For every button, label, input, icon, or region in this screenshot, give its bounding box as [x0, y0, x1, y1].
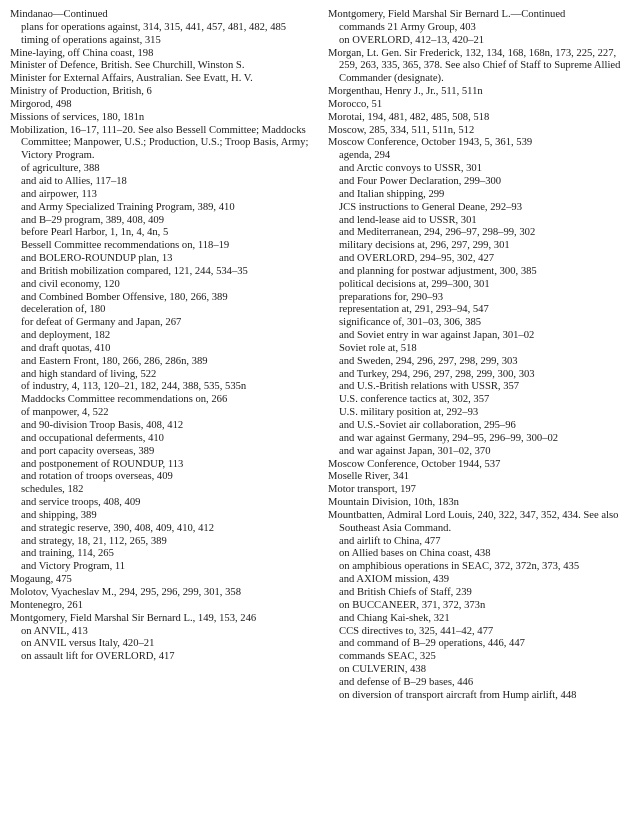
index-subentry: and service troops, 408, 409 [21, 497, 141, 509]
index-heading: Montgomery, Field Marshal Sir Bernard L.—Continued [328, 9, 566, 20]
index-subentry: and strategy, 18, 21, 112, 265, 389 [21, 535, 167, 547]
index-subentry: for defeat of Germany and Japan, 267 [21, 317, 182, 329]
index-subentry: and port capacity overseas, 389 [21, 445, 155, 457]
index-subentry: and OVERLORD, 294–95, 302, 427 [339, 253, 495, 265]
index-subentry: and Soviet entry in war against Japan, 301–02 [339, 330, 535, 342]
index-subentry: of industry, 4, 113, 120–21, 182, 244, 388, 535, 535n [21, 381, 247, 393]
index-heading: Motor transport, 197 [328, 484, 416, 496]
index-subentry: JCS instructions to General Deane, 292–93 [339, 201, 523, 213]
index-subentry: on CULVERIN, 438 [339, 664, 427, 676]
index-subentry: Soviet role at, 518 [339, 342, 417, 354]
index-subentry: on amphibious operations in SEAC, 372, 372n, 373, 435 [339, 561, 580, 573]
right-index-column [322, 9, 630, 820]
index-heading: Montenegro, 261 [10, 599, 83, 611]
left-index-column [10, 9, 316, 820]
index-subentry: on ANVIL, 413 [21, 625, 88, 637]
index-subentry: on ANVIL versus Italy, 420–21 [21, 638, 155, 650]
index-heading: Moscow Conference, October 1944, 537 [328, 458, 501, 470]
index-subentry: military decisions at, 296, 297, 299, 301 [339, 240, 510, 252]
index-heading: Molotov, Vyacheslav M., 294, 295, 296, 299, 301, 358 [10, 586, 241, 598]
index-subentry: and Army Specialized Training Program, 389, 410 [21, 201, 235, 213]
index-subentry: of agriculture, 388 [21, 163, 100, 175]
index-subentry: CCS directives to, 325, 441–42, 477 [339, 625, 494, 637]
index-subentry: and Four Power Declaration, 299–300 [339, 175, 502, 187]
index-subentry: and war against Germany, 294–95, 296–99, 300–02 [339, 432, 559, 444]
index-subentry: on Allied bases on China coast, 438 [339, 548, 491, 560]
index-subentry: and planning for postwar adjustment, 300, 385 [339, 265, 537, 277]
index-heading: Mogaung, 475 [10, 574, 72, 586]
index-subentry: on diversion of transport aircraft from Hump airlift, 448 [339, 689, 577, 701]
index-subentry: Maddocks Committee recommendations on, 266 [21, 394, 228, 406]
index-subentry: on BUCCANEER, 371, 372, 373n [339, 599, 486, 611]
index-subentry: commands SEAC, 325 [339, 651, 436, 663]
index-subentry: and defense of B–29 bases, 446 [339, 676, 474, 688]
index-subentry: and shipping, 389 [21, 509, 97, 521]
index-subentry: and strategic reserve, 390, 408, 409, 410, 412 [21, 522, 214, 534]
index-heading: Morocco, 51 [328, 98, 383, 110]
index-subentry: and airpower, 113 [21, 188, 97, 200]
index-heading: Minister for External Affairs, Australian. See Evatt, H. V. [10, 73, 253, 85]
index-subentry: and Chiang Kai-shek, 321 [339, 612, 450, 624]
index-subentry: and civil economy, 120 [21, 278, 120, 290]
index-heading: Morgan, Lt. Gen. Sir Frederick, 132, 134, 168, 168n, 173, 225, 227, 259, 263, 335, 365, 378. See also Chief of Staff to Supreme Allied Commander (designate). [328, 47, 621, 85]
index-subentry: and war against Japan, 301–02, 370 [339, 445, 491, 457]
index-subentry: and draft quotas, 410 [21, 342, 111, 354]
index-subentry: and Eastern Front, 180, 266, 286, 286n, 389 [21, 355, 208, 367]
index-heading: Minister of Defence, British. See Churchill, Winston S. [10, 60, 245, 72]
index-subentry: and 90-division Troop Basis, 408, 412 [21, 420, 184, 431]
index-subentry: and lend-lease aid to USSR, 301 [339, 214, 477, 226]
index-subentry: schedules, 182 [21, 484, 84, 496]
index-subentry: preparations for, 290–93 [339, 291, 444, 303]
index-heading: Mindanao—Continued [10, 9, 108, 20]
index-subentry: significance of, 301–03, 306, 385 [339, 317, 482, 329]
index-subentry: and AXIOM mission, 439 [339, 574, 450, 586]
index-heading: Ministry of Production, British, 6 [10, 86, 152, 98]
index-subentry: representation at, 291, 293–94, 547 [339, 304, 489, 316]
index-subentry: timing of operations against, 315 [21, 34, 161, 46]
index-heading: Morgenthau, Henry J., Jr., 511, 511n [328, 86, 483, 98]
index-subentry: and command of B–29 operations, 446, 447 [339, 638, 525, 650]
index-subentry: and deployment, 182 [21, 330, 111, 342]
index-heading: Mobilization, 16–17, 111–20. See also Bessell Committee; Maddocks Committee; Manpower, U.S.; Production, U.S.; Troop Basis, Army; Victory Program. [10, 124, 309, 162]
index-heading: Montgomery, Field Marshal Sir Bernard L., 149, 153, 246 [10, 612, 257, 624]
index-subentry: and occupational deferments, 410 [21, 432, 164, 444]
index-subentry: plans for operations against, 314, 315, 441, 457, 481, 482, 485 [21, 21, 287, 33]
index-subentry: and U.S.-British relations with USSR, 357 [339, 381, 520, 393]
index-heading: Morotai, 194, 481, 482, 485, 508, 518 [328, 111, 490, 123]
index-subentry: and aid to Allies, 117–18 [21, 175, 127, 187]
index-subentry: of manpower, 4, 522 [21, 407, 109, 419]
index-subentry: and Combined Bomber Offensive, 180, 266, 389 [21, 291, 228, 303]
index-heading: Missions of services, 180, 181n [10, 111, 145, 123]
index-subentry: and British mobilization compared, 121, 244, 534–35 [21, 265, 248, 277]
index-subentry: and Turkey, 294, 296, 297, 298, 299, 300, 303 [339, 368, 535, 380]
index-subentry: and BOLERO-ROUNDUP plan, 13 [21, 253, 173, 265]
index-subentry: U.S. conference tactics at, 302, 357 [339, 394, 490, 406]
index-subentry: and airlift to China, 477 [339, 535, 441, 547]
index-heading: Mine-laying, off China coast, 198 [10, 47, 154, 59]
index-subentry: and Mediterranean, 294, 296–97, 298–99, 302 [339, 227, 536, 239]
index-subentry: and high standard of living, 522 [21, 368, 157, 380]
index-subentry: and Sweden, 294, 296, 297, 298, 299, 303 [339, 355, 518, 367]
index-heading: Mirgorod, 498 [10, 98, 72, 110]
index-subentry: and B–29 program, 389, 408, 409 [21, 214, 165, 226]
index-subentry: on assault lift for OVERLORD, 417 [21, 651, 175, 663]
index-subentry: and training, 114, 265 [21, 548, 114, 560]
index-subentry: commands 21 Army Group, 403 [339, 21, 476, 33]
index-subentry: and U.S.-Soviet air collaboration, 295–96 [339, 420, 516, 431]
index-subentry: and Arctic convoys to USSR, 301 [339, 163, 483, 175]
index-heading: Moscow, 285, 334, 511, 511n, 512 [328, 124, 475, 136]
index-subentry: deceleration of, 180 [21, 304, 106, 316]
index-subentry: on OVERLORD, 412–13, 420–21 [339, 34, 485, 46]
index-subentry: Bessell Committee recommendations on, 118–19 [21, 240, 230, 252]
index-heading: Mountbatten, Admiral Lord Louis, 240, 322, 347, 352, 434. See also Southeast Asia Command. [328, 509, 619, 534]
index-subentry: political decisions at, 299–300, 301 [339, 278, 490, 290]
index-heading: Mountain Division, 10th, 183n [328, 497, 459, 509]
index-heading: Moscow Conference, October 1943, 5, 361, 539 [328, 137, 533, 149]
index-subentry: agenda, 294 [339, 150, 391, 162]
index-subentry: and Italian shipping, 299 [339, 188, 445, 200]
index-subentry: and Victory Program, 11 [21, 561, 126, 573]
index-subentry: and British Chiefs of Staff, 239 [339, 586, 472, 598]
index-subentry: and postponement of ROUNDUP, 113 [21, 458, 184, 470]
index-subentry: before Pearl Harbor, 1, 1n, 4, 4n, 5 [21, 227, 169, 239]
index-subentry: U.S. military position at, 292–93 [339, 407, 479, 419]
index-subentry: and rotation of troops overseas, 409 [21, 471, 173, 483]
index-heading: Moselle River, 341 [328, 471, 410, 483]
